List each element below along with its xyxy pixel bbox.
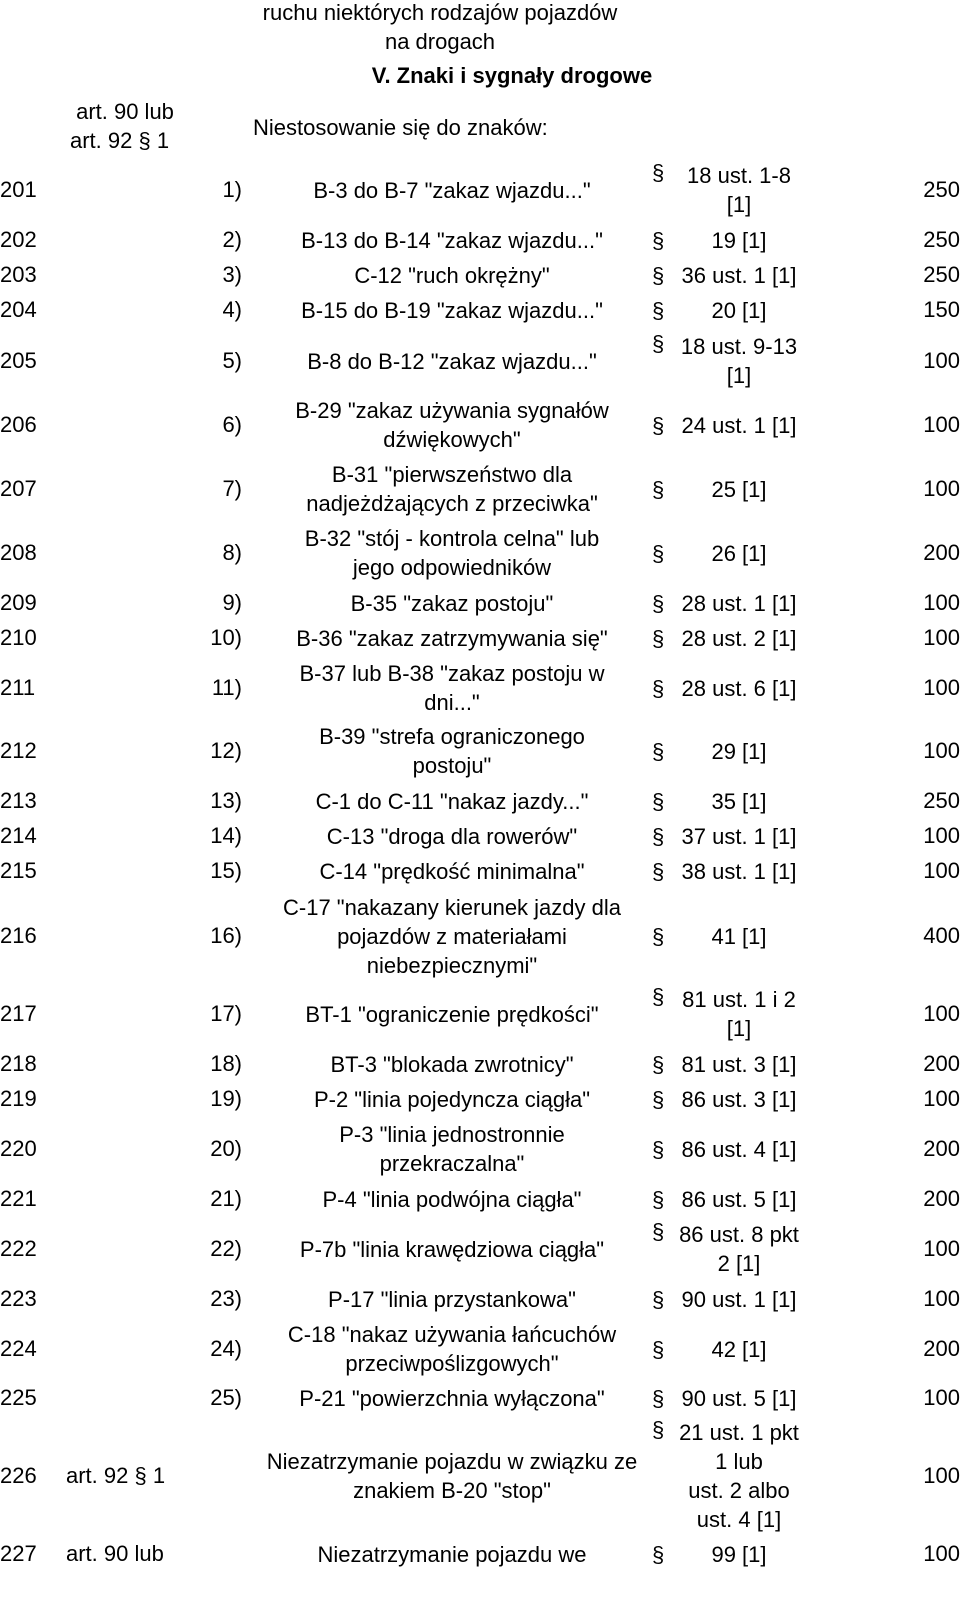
paragraph-icon: § — [652, 625, 665, 651]
row-number: 202 — [0, 227, 37, 252]
legal-reference-line: 18 ust. 9-13 — [680, 334, 798, 359]
row-number: 204 — [0, 297, 37, 322]
point-number: 11) — [211, 675, 242, 700]
description-line: dźwiękowych" — [383, 427, 521, 452]
description-line: P-21 "powierzchnia wyłączona" — [299, 1385, 605, 1411]
legal-reference-line: 42 [1] — [711, 1336, 767, 1362]
description-line: P-3 "linia jednostronnie — [339, 1122, 565, 1147]
fine-amount: 400 — [923, 923, 960, 948]
fine-amount: 200 — [923, 1051, 960, 1076]
point-number: 3) — [222, 262, 242, 287]
description-line: B-15 do B-19 "zakaz wjazdu..." — [301, 297, 603, 323]
description-line: nadjeżdżających z przeciwka" — [306, 491, 598, 516]
fine-amount: 100 — [923, 1236, 960, 1261]
legal-reference-line: 81 ust. 3 [1] — [681, 1051, 797, 1077]
point-number: 17) — [210, 1001, 242, 1026]
fine-amount: 100 — [923, 1001, 960, 1026]
fine-amount: 100 — [923, 858, 960, 883]
legal-reference-line: 86 ust. 8 pkt — [679, 1222, 799, 1247]
legal-reference-line: [1] — [726, 1016, 752, 1041]
row-number: 220 — [0, 1136, 37, 1161]
point-number: 20) — [210, 1136, 242, 1161]
legal-reference-line: 1 lub — [715, 1449, 763, 1474]
row-number: 208 — [0, 540, 37, 565]
fine-amount: 200 — [923, 1336, 960, 1361]
fine-amount: 100 — [923, 476, 960, 501]
legal-reference-line: 19 [1] — [711, 227, 767, 253]
section-title: V. Znaki i sygnały drogowe — [371, 63, 653, 88]
row-number: 219 — [0, 1086, 37, 1111]
legal-reference-line: 90 ust. 5 [1] — [681, 1385, 797, 1411]
fine-amount: 200 — [923, 1136, 960, 1161]
description-line: C-12 "ruch okrężny" — [354, 262, 550, 288]
fine-amount: 100 — [923, 823, 960, 848]
point-number: 12) — [210, 738, 242, 763]
legal-reference-line: 26 [1] — [711, 540, 767, 566]
article-number: 1 — [152, 1463, 166, 1488]
paragraph-icon: § — [652, 1186, 665, 1212]
description-line: B-36 "zakaz zatrzymywania się" — [296, 625, 608, 651]
paragraph-icon: § — [652, 160, 665, 185]
paragraph-icon: § — [652, 590, 665, 616]
paragraph-icon: § — [652, 1541, 665, 1567]
header-line-1: ruchu niektórych rodzajów pojazdów — [262, 0, 618, 25]
legal-reference-line: 37 ust. 1 [1] — [681, 823, 797, 849]
paragraph-icon: § — [652, 331, 665, 356]
legal-reference-line: 28 ust. 2 [1] — [681, 625, 797, 651]
paragraph-icon: § — [652, 675, 665, 701]
paragraph-icon: § — [652, 476, 665, 502]
description-line: B-32 "stój - kontrola celna" lub — [304, 526, 600, 551]
legal-reference-line: [1] — [726, 363, 752, 388]
point-number: 22) — [210, 1236, 242, 1261]
row-number: 211 — [0, 675, 36, 700]
row-number: 212 — [0, 738, 37, 763]
point-number: 24) — [210, 1336, 242, 1361]
legal-reference-line: 20 [1] — [711, 297, 767, 323]
point-number: 7) — [222, 476, 242, 501]
row-number: 227 — [0, 1541, 37, 1566]
paragraph-icon: § — [652, 858, 665, 884]
row-number: 215 — [0, 858, 37, 883]
fine-amount: 100 — [923, 412, 960, 437]
row-number: 218 — [0, 1051, 37, 1076]
paragraph-icon: § — [652, 227, 665, 253]
description-line: B-8 do B-12 "zakaz wjazdu..." — [307, 348, 597, 374]
description-line: przeciwpoślizgowych" — [345, 1351, 559, 1376]
point-number: 25) — [210, 1385, 242, 1410]
paragraph-icon: § — [652, 412, 665, 438]
fine-amount: 250 — [923, 262, 960, 287]
paragraph-icon: § — [652, 1086, 665, 1112]
fine-amount: 100 — [923, 738, 960, 763]
row-number: 226 — [0, 1463, 37, 1488]
legal-reference-line: [1] — [726, 192, 752, 217]
row-number: 201 — [0, 177, 37, 202]
description-line: B-37 lub B-38 "zakaz postoju w — [299, 661, 605, 686]
point-number: 10) — [210, 625, 242, 650]
article-ref: art. 90 lub — [66, 1541, 164, 1566]
row-number: 216 — [0, 923, 37, 948]
row-number: 213 — [0, 788, 37, 813]
description-line: P-7b "linia krawędziowa ciągła" — [299, 1236, 605, 1262]
legal-reference-line: 99 [1] — [711, 1541, 767, 1567]
legal-reference-line: 28 ust. 6 [1] — [681, 675, 797, 701]
description-line: B-39 "strefa ograniczonego — [319, 724, 585, 749]
legal-reference-line: 90 ust. 1 [1] — [681, 1286, 797, 1312]
legal-reference-line: 38 ust. 1 [1] — [681, 858, 797, 884]
header-art-number: 1 — [156, 128, 170, 153]
paragraph-icon: § — [652, 1417, 665, 1442]
point-number: 15) — [210, 858, 242, 883]
row-number: 209 — [0, 590, 37, 615]
fine-amount: 250 — [923, 227, 960, 252]
fine-amount: 100 — [923, 1086, 960, 1111]
description-line: C-14 "prędkość minimalna" — [319, 858, 585, 884]
point-number: 6) — [222, 412, 242, 437]
paragraph-icon: § — [652, 923, 665, 949]
fine-amount: 250 — [923, 177, 960, 202]
point-number: 21) — [210, 1186, 242, 1211]
description-line: C-13 "droga dla rowerów" — [326, 823, 578, 849]
paragraph-icon: § — [652, 1219, 665, 1244]
paragraph-icon: § — [652, 297, 665, 323]
description-line: P-17 "linia przystankowa" — [328, 1286, 576, 1312]
description-line: Niezatrzymanie pojazdu w związku ze — [266, 1449, 638, 1474]
legal-reference-line: 25 [1] — [711, 476, 767, 502]
legal-reference-line: ust. 4 [1] — [696, 1507, 782, 1532]
description-line: jego odpowiedników — [352, 555, 552, 580]
row-number: 217 — [0, 1001, 37, 1026]
point-number: 19) — [210, 1086, 242, 1111]
heading: Niestosowanie się do znaków: — [253, 115, 548, 140]
description-line: znakiem B-20 "stop" — [353, 1478, 551, 1503]
legal-reference-line: 24 ust. 1 [1] — [681, 412, 797, 438]
fine-amount: 200 — [923, 540, 960, 565]
fine-amount: 100 — [923, 675, 960, 700]
paragraph-icon: § — [652, 1336, 665, 1362]
fine-amount: 250 — [923, 788, 960, 813]
legal-reference-line: 29 [1] — [711, 738, 767, 764]
description-line: B-31 "pierwszeństwo dla — [331, 462, 573, 487]
legal-reference-line: 81 ust. 1 i 2 — [682, 987, 796, 1012]
header-art-line-1: art. 90 lub — [76, 99, 174, 124]
description-line: B-35 "zakaz postoju" — [350, 590, 554, 616]
point-number: 13) — [210, 788, 242, 813]
paragraph-icon: § — [652, 1136, 665, 1162]
description-line: P-2 "linia pojedyncza ciągła" — [313, 1086, 591, 1112]
fine-amount: 100 — [923, 1541, 960, 1566]
description-line: C-18 "nakaz używania łańcuchów — [287, 1322, 617, 1347]
fine-amount: 100 — [923, 625, 960, 650]
description-line: przekraczalna" — [379, 1151, 525, 1176]
description-line: BT-3 "blokada zwrotnicy" — [330, 1051, 574, 1077]
row-number: 222 — [0, 1236, 37, 1261]
point-number: 18) — [210, 1051, 242, 1076]
row-number: 207 — [0, 476, 37, 501]
point-number: 23) — [210, 1286, 242, 1311]
legal-reference-line: 28 ust. 1 [1] — [681, 590, 797, 616]
legal-reference-line: 2 [1] — [717, 1251, 761, 1276]
point-number: 1) — [222, 177, 242, 202]
paragraph-icon: § — [138, 128, 151, 153]
article-label: art. 92 — [66, 1463, 135, 1488]
legal-reference-line: 86 ust. 3 [1] — [681, 1086, 797, 1112]
point-number: 2) — [222, 227, 242, 252]
header-line-2: na drogach — [384, 29, 496, 54]
fine-amount: 150 — [923, 297, 960, 322]
paragraph-icon: § — [652, 823, 665, 849]
description-line: BT-1 "ograniczenie prędkości" — [305, 1001, 599, 1027]
row-number: 225 — [0, 1385, 37, 1410]
row-number: 205 — [0, 348, 37, 373]
paragraph-icon: § — [652, 984, 665, 1009]
paragraph-icon: § — [134, 1463, 153, 1488]
row-number: 221 — [0, 1186, 37, 1211]
description-line: B-3 do B-7 "zakaz wjazdu..." — [313, 177, 591, 203]
description-line: niebezpiecznymi" — [366, 952, 538, 978]
paragraph-icon: § — [652, 1286, 665, 1312]
description-line: B-13 do B-14 "zakaz wjazdu..." — [301, 227, 603, 253]
legal-reference-line: ust. 2 albo — [688, 1478, 790, 1503]
row-number: 206 — [0, 412, 37, 437]
article-ref — [66, 1461, 226, 1491]
header-art-line-2 — [70, 126, 169, 156]
description-line: B-29 "zakaz używania sygnałów — [295, 398, 609, 423]
description-line: dni..." — [424, 690, 480, 715]
row-number: 203 — [0, 262, 37, 287]
paragraph-icon: § — [652, 1051, 665, 1077]
fine-amount: 200 — [923, 1186, 960, 1211]
point-number: 9) — [222, 590, 242, 615]
paragraph-icon: § — [652, 1385, 665, 1411]
description-line: C-1 do C-11 "nakaz jazdy..." — [315, 788, 589, 814]
fine-amount: 100 — [923, 1385, 960, 1410]
row-number: 223 — [0, 1286, 37, 1311]
description-line: C-17 "nakazany kierunek jazdy dla — [283, 894, 621, 920]
legal-reference-line: 86 ust. 5 [1] — [681, 1186, 797, 1212]
row-number: 210 — [0, 625, 37, 650]
paragraph-icon: § — [652, 738, 665, 764]
legal-reference-line: 41 [1] — [711, 923, 767, 949]
legal-reference-line: 36 ust. 1 [1] — [681, 262, 797, 288]
paragraph-icon: § — [652, 262, 665, 288]
fine-amount: 100 — [923, 590, 960, 615]
paragraph-icon: § — [652, 788, 665, 814]
legal-reference-line: 18 ust. 1-8 — [687, 163, 791, 188]
point-number: 14) — [210, 823, 242, 848]
fine-amount: 100 — [923, 1286, 960, 1311]
point-number: 8) — [222, 540, 242, 565]
row-number: 224 — [0, 1336, 37, 1361]
header-art-label: art. 92 — [70, 128, 133, 153]
point-number: 5) — [222, 348, 242, 373]
row-number: 214 — [0, 823, 37, 848]
legal-reference-line: 21 ust. 1 pkt — [679, 1420, 799, 1445]
point-number: 16) — [210, 923, 242, 948]
paragraph-icon: § — [652, 540, 665, 566]
description-line: Niezatrzymanie pojazdu we — [317, 1541, 587, 1567]
description-line: postoju" — [412, 753, 492, 778]
description-line: P-4 "linia podwójna ciągła" — [322, 1186, 582, 1212]
fine-amount: 100 — [923, 348, 960, 373]
fine-amount: 100 — [923, 1463, 960, 1488]
point-number: 4) — [222, 297, 242, 322]
legal-reference-line: 35 [1] — [711, 788, 767, 814]
description-line: pojazdów z materiałami — [337, 923, 567, 949]
legal-reference-line: 86 ust. 4 [1] — [681, 1136, 797, 1162]
